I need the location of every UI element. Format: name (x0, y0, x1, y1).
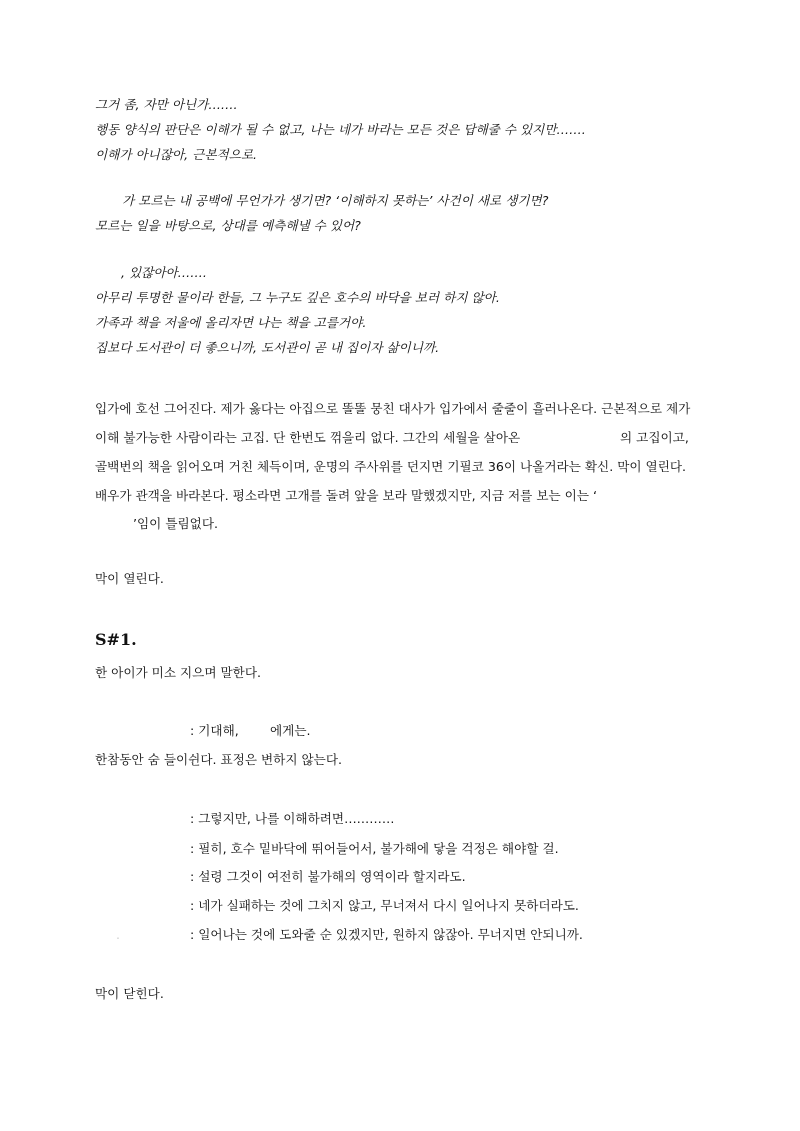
speaker-mark: . (116, 927, 121, 942)
dialogue-line-tail: 에게는. (270, 723, 311, 738)
monologue-line: 이해가 아니잖아, 근본적으로. (95, 147, 257, 162)
scene-heading: S#1. (95, 630, 137, 649)
dialogue-line: : 네가 실패하는 것에 그치지 않고, 무너져서 다시 일어나지 못하더라도. (190, 898, 579, 913)
monologue-line: 가족과 책을 저울에 올리자면 나는 책을 고를거야. (95, 315, 367, 330)
prose-line: 입가에 호선 그어진다. 제가 옳다는 아집으로 똘똘 뭉친 대사가 입가에서 줄줄이 흘러나온다. 근본적으로 제가 (95, 401, 691, 416)
action-line: 한 아이가 미소 지으며 말한다. (95, 665, 262, 680)
prose-line: 배우가 관객을 바라본다. 평소라면 고개를 돌려 앞을 보라 말했겠지만, 지금 저를 보는 이는 ‘ (95, 488, 598, 503)
dialogue-line: : 그렇지만, 나를 이해하려면………… (190, 811, 395, 826)
monologue-line: 아무리 투명한 물이라 한들, 그 누구도 깊은 호수의 바닥을 보러 하지 않아. (95, 290, 500, 305)
monologue-line: 집보다 도서관이 더 좋으니까, 도서관이 곧 내 집이자 삶이니까. (95, 340, 440, 355)
dialogue-line: : 설령 그것이 여전히 불가해의 영역이라 할지라도. (190, 869, 466, 884)
monologue-line: 행동 양식의 판단은 이해가 될 수 없고, 나는 네가 바라는 모든 것은 답해줄 수 있지만……. (95, 122, 586, 137)
dialogue-line: : 일어나는 것에 도와줄 순 있겠지만, 원하지 않잖아. 무너지면 안되니까. (190, 927, 583, 942)
curtain-close-text: 막이 닫힌다. (95, 986, 164, 1001)
dialogue-line: : 필히, 호수 밑바닥에 뛰어들어서, 불가해에 닿을 걱정은 해야할 걸. (190, 841, 559, 856)
monologue-line: 그거 좀, 자만 아닌가……. (95, 97, 238, 112)
dialogue-line: : 기대해, (190, 723, 239, 738)
action-line: 한참동안 숨 들이쉰다. 표정은 변하지 않는다. (95, 752, 343, 767)
monologue-line: 가 모르는 내 공백에 무언가가 생기면? ‘이해하지 못하는’ 사건이 새로 생기면? (122, 193, 549, 208)
prose-line: 골백번의 책을 읽어오며 거친 체득이며, 운명의 주사위를 던지면 기필코 36이 나올거라는 확신. 막이 열린다. (95, 459, 687, 474)
monologue-line: , 있잖아아……. (121, 265, 207, 280)
monologue-line: 모르는 일을 바탕으로, 상대를 예측해낼 수 있어? (95, 218, 361, 233)
prose-line: 이해 불가능한 사람이라는 고집. 단 한번도 꺾을리 없다. 그간의 세월을 살아온 (95, 430, 521, 445)
curtain-open-text: 막이 열린다. (95, 571, 164, 586)
prose-line-tail: 의 고집이고, (620, 430, 689, 445)
prose-line: ’임이 틀림없다. (133, 516, 219, 531)
